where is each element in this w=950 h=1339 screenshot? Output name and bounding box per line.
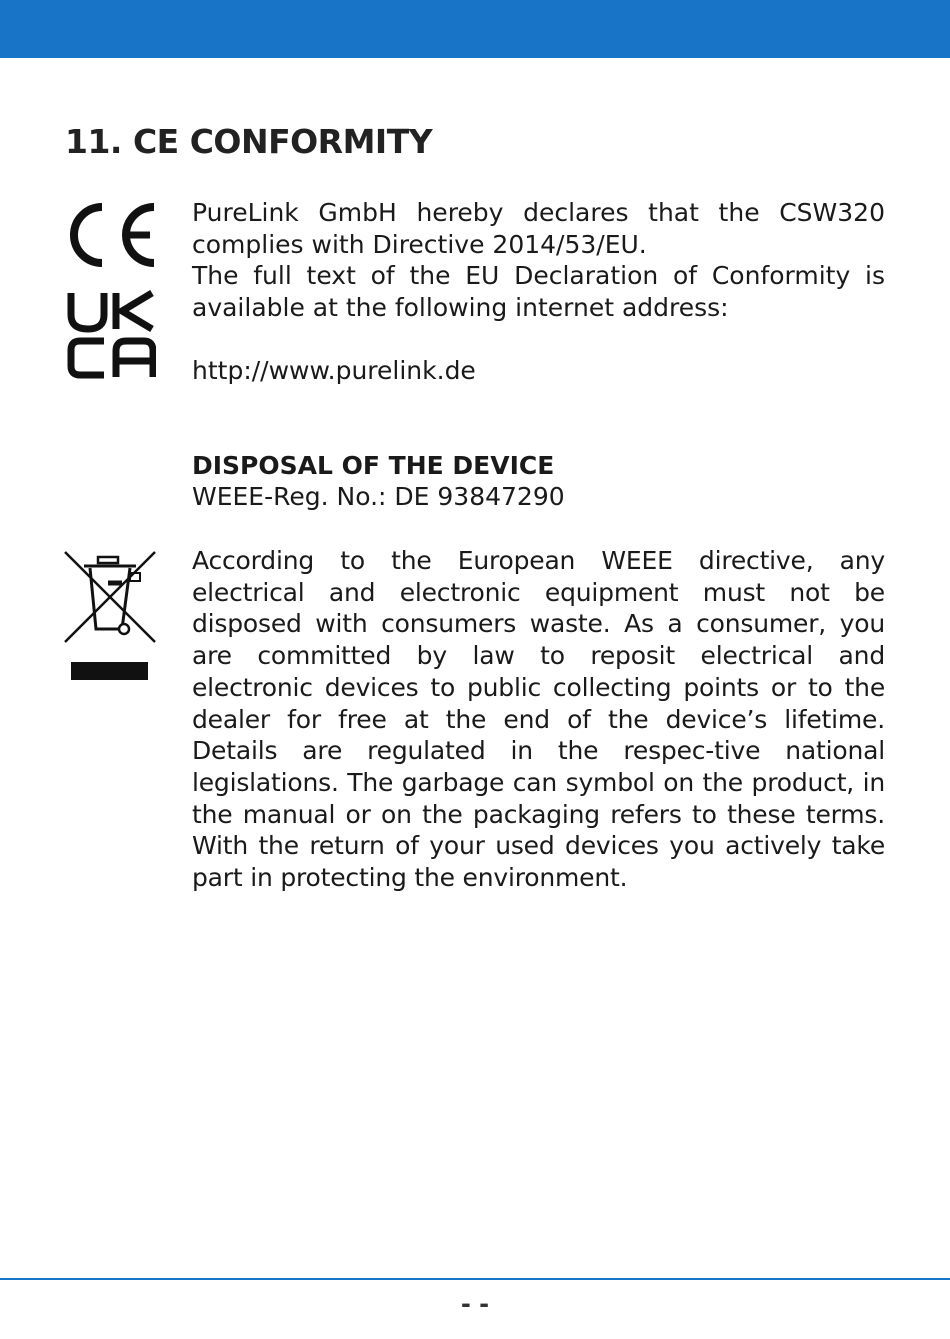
crossed-out-wheelie-bin-icon [62, 549, 158, 645]
weee-date-bar [71, 662, 148, 680]
ukca-mark-icon [66, 289, 156, 379]
declaration-block [192, 197, 885, 324]
disposal-heading: DISPOSAL OF THE DEVICE [192, 451, 555, 480]
declaration-url[interactable]: http://www.purelink.de [192, 356, 476, 385]
declaration-line: The full text of the EU Declaration of Conformity is [192, 261, 885, 291]
section-title: 11. CE CONFORMITY [65, 122, 433, 161]
declaration-line: available at the following internet address: [192, 293, 729, 323]
declaration-line: PureLink GmbH hereby declares that the CSW320 [192, 198, 885, 227]
declaration-line: complies with Directive 2014/53/EU. [192, 229, 647, 259]
footer-divider [0, 1278, 950, 1280]
weee-disposal-text: According to the European WEEE directive, any electrical and electronic equipment must not be disposed with consumers waste. As a consumer, you are committed by law to reposit electrical and electronic devices to public collecting points or to the dealer for free at the end of the device’s lifetime. Details are regulated in the respec-tive national legislations. The garbage can symbol on the product, in the manual or on the packaging refers to these terms. With the return of your used devices you actively take part in protecting the environment. [192, 546, 885, 893]
header-bar [0, 0, 950, 58]
page-number: - - [460, 1290, 490, 1318]
ce-mark-icon [62, 201, 158, 269]
weee-registration-number: WEEE-Reg. No.: DE 93847290 [192, 482, 565, 511]
